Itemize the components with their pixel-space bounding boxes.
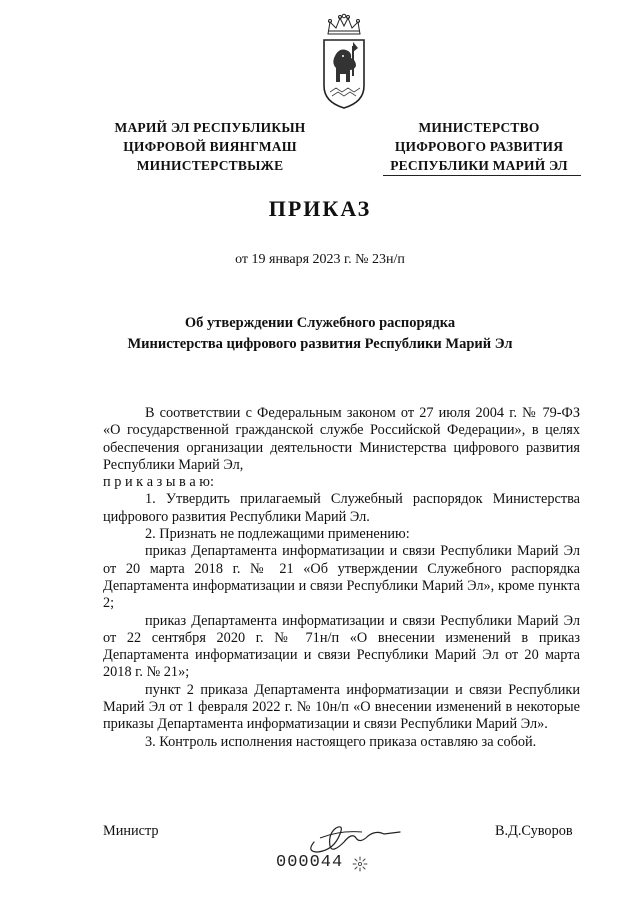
body-paragraph-item-3: 3. Контроль исполнения настоящего приказа оставляю за собой. — [145, 733, 537, 750]
order-date-number: от 19 января 2023 г. № 23н/п — [235, 252, 405, 267]
header-right-line: РЕСПУБЛИКИ МАРИЙ ЭЛ — [390, 158, 568, 173]
body-paragraph-item-1: 1. Утвердить прилагаемый Служебный распорядок Министерства цифрового развития Республики Марий Эл. — [103, 491, 580, 525]
subject-line: Министерства цифрового развития Республики Марий Эл — [127, 336, 513, 352]
header-left-line: МАРИЙ ЭЛ РЕСПУБЛИКЫН — [114, 120, 306, 135]
signer-position: Министр — [103, 823, 159, 839]
header-left-line: ЦИФРОВОЙ ВИЯНГМАШ — [123, 139, 297, 154]
header-right-line: МИНИСТЕРСТВО — [418, 120, 540, 135]
order-subject — [60, 313, 580, 355]
serial-number: 000044 — [276, 853, 344, 872]
header-divider — [383, 175, 581, 176]
order-body — [103, 405, 580, 751]
sunburst-icon — [352, 856, 368, 872]
header-left-line: МИНИСТЕРСТВЫЖЕ — [136, 158, 284, 173]
ministry-header-russian — [368, 118, 590, 175]
signer-name: В.Д.Суворов — [495, 823, 573, 839]
handwritten-signature — [300, 812, 410, 858]
body-paragraph-order: п р и к а з ы в а ю: — [103, 474, 214, 491]
header-right-line: ЦИФРОВОГО РАЗВИТИЯ — [394, 139, 564, 154]
body-paragraph-item-2a: приказ Департамента информатизации и связи Республики Марий Эл от 20 марта 2018 г. № 21 «Об утверждении Служебного распорядка Департамента информатизации и связи Республики Марий Эл», кроме пункта 2; — [103, 543, 580, 612]
subject-line: Об утверждении Служебного распорядка — [184, 315, 456, 331]
document-title: ПРИКАЗ — [268, 196, 372, 221]
body-paragraph-item-2c: пункт 2 приказа Департамента информатизации и связи Республики Марий Эл от 1 февраля 2022 г. № 10н/п «О внесении изменений в некоторые приказы Департамента информатизации и связи Республики Марий Эл». — [103, 681, 580, 733]
coat-of-arms-icon — [318, 12, 370, 110]
body-paragraph-item-2b: приказ Департамента информатизации и связи Республики Марий Эл от 22 сентября 2020 г. № 71н/п «О внесении изменений в приказ Департамента информатизации и связи Республики Марий Эл от 20 марта 2018 г. № 21»; — [103, 612, 580, 681]
body-paragraph-preamble: В соответствии с Федеральным законом от 27 июля 2004 г. № 79-ФЗ «О государственной гражданской службе Российской Федерации», в целях обеспечения организации деятельности Министерства цифрового развития Республики Марий Эл, — [103, 405, 580, 473]
body-paragraph-item-2: 2. Признать не подлежащими применению: — [145, 526, 410, 543]
ministry-header-mari — [100, 118, 320, 175]
